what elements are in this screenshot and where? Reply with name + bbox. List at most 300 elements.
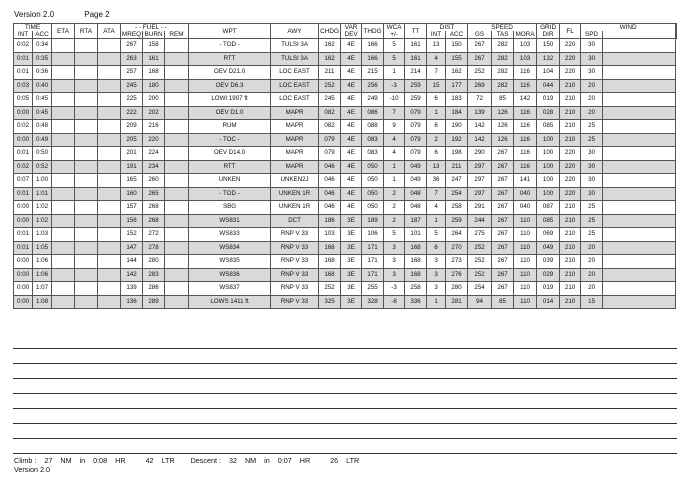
airway-cell: LOC EAST	[271, 66, 319, 80]
true-track-cell: 101	[405, 228, 427, 242]
grid-mora-cell: 103	[514, 39, 537, 53]
waypoint-cell: OEV D1.0	[189, 106, 271, 120]
course-heading-cell: 162	[319, 52, 341, 66]
true-track-cell: 079	[405, 106, 427, 120]
fuel-mreq-cell: 245	[121, 79, 143, 93]
table-row	[14, 120, 677, 134]
ground-speed-cell: 142	[468, 133, 492, 147]
wind-correction-cell: 3	[384, 255, 405, 269]
wind-dir-cell: 210	[560, 201, 581, 215]
wca-header: WCA	[384, 24, 405, 32]
ata-cell	[98, 93, 121, 107]
fuel-rem-cell	[165, 295, 189, 309]
fuel-rem-cell	[165, 79, 189, 93]
rta-cell	[75, 93, 98, 107]
eta-cell	[52, 39, 75, 53]
eta-cell	[52, 241, 75, 255]
grid-mora-cell: 110	[514, 241, 537, 255]
waypoint-cell: WS836	[189, 268, 271, 282]
table-row	[14, 147, 677, 161]
variation-cell: 4E	[341, 79, 362, 93]
flight-level-cell: 014	[537, 295, 560, 309]
fuel-mreq-cell: 144	[121, 255, 143, 269]
course-heading-cell: 325	[319, 295, 341, 309]
flight-level-cell: 019	[537, 282, 560, 296]
true-heading-cell: 106	[362, 228, 384, 242]
true-airspeed-cell: 267	[492, 255, 514, 269]
true-track-cell: 168	[405, 268, 427, 282]
fuel-rem-cell	[165, 174, 189, 188]
wind-spd-cell: 25	[581, 120, 603, 134]
grid-mora-cell: 110	[514, 214, 537, 228]
fuel-burn-cell: 286	[143, 282, 165, 296]
airway-cell: RNP V 33	[271, 255, 319, 269]
ground-speed-cell: 252	[468, 66, 492, 80]
fuel-burn-cell: 234	[143, 160, 165, 174]
table-row	[14, 241, 677, 255]
true-airspeed-cell: 267	[492, 214, 514, 228]
airway-cell: MAPR	[271, 160, 319, 174]
wind-spd-cell: 20	[581, 268, 603, 282]
ata-cell	[98, 201, 121, 215]
wind-dir-cell: 220	[560, 174, 581, 188]
fuel-burn-cell: 278	[143, 241, 165, 255]
rta-cell	[75, 255, 98, 269]
airway-cell: LOC EAST	[271, 79, 319, 93]
fuel-mreq-cell: 142	[121, 268, 143, 282]
fuel-rem-cell	[165, 282, 189, 296]
wind-correction-cell: 3	[384, 268, 405, 282]
time-acc-cell: 1:07	[33, 282, 52, 296]
ata-cell	[98, 39, 121, 53]
dist-int-cell: 4	[427, 201, 446, 215]
wind-correction-cell: 4	[384, 133, 405, 147]
wca-sign-header: +/-	[384, 31, 405, 39]
rta-cell	[75, 282, 98, 296]
variation-cell: 4E	[341, 147, 362, 161]
thdg-header: THDG	[362, 24, 384, 39]
course-heading-cell: 046	[319, 201, 341, 215]
wind-dir-cell: 210	[560, 106, 581, 120]
true-track-cell: 161	[405, 52, 427, 66]
flight-level-cell: 029	[537, 268, 560, 282]
true-airspeed-cell: 126	[492, 120, 514, 134]
navigation-log-table	[13, 23, 677, 309]
rta-cell	[75, 214, 98, 228]
airway-cell: MAPR	[271, 106, 319, 120]
eta-cell	[52, 93, 75, 107]
time-acc-cell: 1:01	[33, 187, 52, 201]
time-int-cell: 0:02	[14, 39, 33, 53]
rta-cell	[75, 160, 98, 174]
remarks-cell	[603, 295, 676, 309]
ground-speed-cell: 252	[468, 255, 492, 269]
wind-spd-cell: 30	[581, 174, 603, 188]
footer-version: Version 2.0	[14, 465, 50, 474]
rta-cell	[75, 228, 98, 242]
variation-cell: 3E	[341, 295, 362, 309]
remarks-cell	[603, 147, 676, 161]
fuel-burn-cell: 158	[143, 39, 165, 53]
flight-level-cell: 039	[537, 255, 560, 269]
time-acc-cell: 0:49	[33, 133, 52, 147]
wind-spd-cell: 20	[581, 255, 603, 269]
time-acc-cell: 0:40	[33, 79, 52, 93]
eta-cell	[52, 79, 75, 93]
dist-acc-cell: 276	[446, 268, 468, 282]
true-track-cell: 168	[405, 255, 427, 269]
rta-cell	[75, 295, 98, 309]
wind-correction-cell: 4	[384, 147, 405, 161]
airway-cell: UNKEN 1R	[271, 201, 319, 215]
time-int-cell: 0:01	[14, 187, 33, 201]
true-heading-cell: 050	[362, 187, 384, 201]
dist-int-cell: 6	[427, 241, 446, 255]
climb-fuel: 42	[145, 456, 154, 465]
grid-mora-cell: 116	[514, 120, 537, 134]
remarks-cell	[603, 39, 676, 53]
true-airspeed-cell: 267	[492, 160, 514, 174]
page-header	[14, 10, 138, 19]
rta-cell	[75, 241, 98, 255]
true-track-cell: 168	[405, 241, 427, 255]
course-heading-cell: 211	[319, 66, 341, 80]
wind-dir-cell: 210	[560, 282, 581, 296]
ata-cell	[98, 268, 121, 282]
waypoint-cell: - TOD -	[189, 187, 271, 201]
table-header	[14, 24, 677, 39]
wind-correction-cell: 1	[384, 66, 405, 80]
eta-cell	[52, 120, 75, 134]
wind-spd-cell: 25	[581, 201, 603, 215]
fuel-burn-cell: 280	[143, 255, 165, 269]
true-heading-cell: 171	[362, 255, 384, 269]
time-int-header: INT	[14, 31, 33, 39]
wind-dir-cell: 210	[560, 241, 581, 255]
ground-speed-cell: 254	[468, 282, 492, 296]
wind-dir-cell: 210	[560, 295, 581, 309]
remarks-cell	[603, 241, 676, 255]
time-acc-cell: 1:02	[33, 214, 52, 228]
note-line	[13, 424, 677, 439]
waypoint-cell: - TOC -	[189, 133, 271, 147]
waypoint-cell: LOWI 1907 ft	[189, 93, 271, 107]
fuel-burn-cell: 168	[143, 66, 165, 80]
airway-cell: RNP V 33	[271, 268, 319, 282]
fuel-rem-cell	[165, 147, 189, 161]
dist-int-cell: 5	[427, 228, 446, 242]
true-heading-cell: 328	[362, 295, 384, 309]
true-heading-cell: 255	[362, 282, 384, 296]
wind-dir-cell: 220	[560, 187, 581, 201]
ata-cell	[98, 120, 121, 134]
course-heading-cell: 162	[319, 39, 341, 53]
variation-cell: 4E	[341, 201, 362, 215]
fl-header: FL	[560, 24, 581, 39]
descent-time: 0:07	[277, 456, 292, 465]
table-row	[14, 295, 677, 309]
ata-cell	[98, 295, 121, 309]
climb-hr-unit: HR	[115, 456, 126, 465]
eta-cell	[52, 187, 75, 201]
dist-int-cell: 6	[427, 147, 446, 161]
wind-spd-cell: 25	[581, 214, 603, 228]
time-int-cell: 0:02	[14, 160, 33, 174]
time-acc-header: ACC	[33, 31, 52, 39]
true-airspeed-cell: 282	[492, 79, 514, 93]
fuel-rem-cell	[165, 66, 189, 80]
table-row	[14, 106, 677, 120]
rta-cell	[75, 79, 98, 93]
eta-cell	[52, 295, 75, 309]
course-heading-cell: 082	[319, 120, 341, 134]
wind-group-header: WIND	[581, 24, 676, 32]
dist-acc-cell: 247	[446, 174, 468, 188]
course-heading-cell: 046	[319, 160, 341, 174]
variation-cell: 4E	[341, 160, 362, 174]
true-track-cell: 214	[405, 66, 427, 80]
mreq-header: MREQ	[121, 31, 142, 38]
dist-int-cell: 1	[427, 214, 446, 228]
wind-spd-cell: 20	[581, 106, 603, 120]
flight-level-cell: 085	[537, 214, 560, 228]
remarks-cell	[603, 133, 676, 147]
time-acc-cell: 1:08	[33, 295, 52, 309]
remarks-cell	[603, 66, 676, 80]
fuel-rem-cell	[165, 160, 189, 174]
note-line	[13, 439, 677, 454]
table-body	[14, 39, 677, 309]
page-number: Page 2	[84, 10, 110, 19]
time-int-cell: 0:03	[14, 79, 33, 93]
remarks-cell	[603, 93, 676, 107]
wind-spd-cell: 30	[581, 66, 603, 80]
climb-label: Climb :	[14, 456, 37, 465]
ground-speed-cell: 142	[468, 120, 492, 134]
true-heading-cell: 050	[362, 174, 384, 188]
eta-cell	[52, 147, 75, 161]
true-track-cell: 049	[405, 174, 427, 188]
eta-cell	[52, 66, 75, 80]
remarks-cell	[603, 214, 676, 228]
dist-int-cell: 36	[427, 174, 446, 188]
waypoint-cell: SBG	[189, 201, 271, 215]
grid-mora-cell: 116	[514, 79, 537, 93]
fuel-burn-cell: 268	[143, 214, 165, 228]
dist-int-cell: 4	[427, 52, 446, 66]
waypoint-cell: LOWS 1411 ft	[189, 295, 271, 309]
descent-in-label: in	[264, 456, 270, 465]
ground-speed-cell: 297	[468, 174, 492, 188]
eta-cell	[52, 228, 75, 242]
note-line	[13, 334, 677, 349]
wind-dir-cell: 220	[560, 39, 581, 53]
variation-cell: 3E	[341, 214, 362, 228]
flight-level-cell: 150	[537, 39, 560, 53]
dist-int-cell: 3	[427, 268, 446, 282]
true-airspeed-cell: 267	[492, 241, 514, 255]
wind-correction-cell: 1	[384, 174, 405, 188]
table-row	[14, 214, 677, 228]
true-airspeed-cell: 267	[492, 228, 514, 242]
true-airspeed-cell: 126	[492, 106, 514, 120]
note-line	[13, 379, 677, 394]
fuel-mreq-cell: 147	[121, 241, 143, 255]
flight-level-cell: 104	[537, 66, 560, 80]
ground-speed-cell: 267	[468, 39, 492, 53]
wind-correction-cell: 5	[384, 39, 405, 53]
remarks-cell	[603, 201, 676, 215]
waypoint-cell: OEV D21.0	[189, 66, 271, 80]
airway-cell: RNP V 33	[271, 282, 319, 296]
remarks-cell	[603, 160, 676, 174]
wind-correction-cell: 5	[384, 228, 405, 242]
true-track-cell: 079	[405, 120, 427, 134]
wind-correction-cell: 9	[384, 120, 405, 134]
dist-acc-cell: 211	[446, 160, 468, 174]
wind-spd-cell: 20	[581, 93, 603, 107]
flight-level-cell: 100	[537, 160, 560, 174]
grid-mora-cell: 110	[514, 282, 537, 296]
dist-acc-cell: 270	[446, 241, 468, 255]
flight-level-cell: 100	[537, 174, 560, 188]
variation-cell: 4E	[341, 120, 362, 134]
time-int-cell: 0:00	[14, 201, 33, 215]
true-heading-cell: 086	[362, 106, 384, 120]
fuel-mreq-cell: 209	[121, 120, 143, 134]
fuel-burn-cell: 224	[143, 147, 165, 161]
ground-speed-cell: 94	[468, 295, 492, 309]
rta-cell	[75, 174, 98, 188]
fuel-rem-cell	[165, 228, 189, 242]
ground-speed-cell: 275	[468, 228, 492, 242]
table-row	[14, 66, 677, 80]
flight-level-cell: 085	[537, 120, 560, 134]
waypoint-cell: OEV D14.0	[189, 147, 271, 161]
table-row	[14, 174, 677, 188]
ata-cell	[98, 228, 121, 242]
speed-group-header: SPEED	[468, 24, 537, 32]
fuel-mreq-cell: 191	[121, 160, 143, 174]
dist-int-cell: 6	[427, 93, 446, 107]
dist-int-cell: 13	[427, 39, 446, 53]
waypoint-cell: WS837	[189, 282, 271, 296]
ata-cell	[98, 282, 121, 296]
wind-correction-cell: -10	[384, 93, 405, 107]
burn-header: BURN	[144, 31, 163, 38]
waypoint-cell: RTT	[189, 52, 271, 66]
dist-int-cell: 3	[427, 282, 446, 296]
airway-cell: TULSI 3A	[271, 39, 319, 53]
dist-acc-cell: 155	[446, 52, 468, 66]
rta-cell	[75, 201, 98, 215]
waypoint-cell: WS833	[189, 228, 271, 242]
true-heading-cell: 215	[362, 66, 384, 80]
time-acc-cell: 1:03	[33, 228, 52, 242]
grid-mora-cell: 116	[514, 133, 537, 147]
table-row	[14, 282, 677, 296]
waypoint-cell: WS831	[189, 214, 271, 228]
eta-cell	[52, 106, 75, 120]
rta-cell	[75, 39, 98, 53]
fuel-mreq-cell: 136	[121, 295, 143, 309]
true-track-cell: 079	[405, 147, 427, 161]
table-row	[14, 39, 677, 53]
grid-mora-cell: 110	[514, 255, 537, 269]
dist-acc-cell: 281	[446, 295, 468, 309]
grid-mora-cell: 142	[514, 93, 537, 107]
fuel-burn-cell: 268	[143, 201, 165, 215]
remarks-cell	[603, 187, 676, 201]
tas-header: TAS	[492, 31, 514, 39]
fuel-mreq-cell: 152	[121, 228, 143, 242]
time-group-header: TIME	[14, 24, 52, 32]
mora-header: MORA	[515, 31, 535, 38]
true-airspeed-cell: 126	[492, 133, 514, 147]
true-airspeed-cell: 282	[492, 39, 514, 53]
flight-level-cell: 069	[537, 228, 560, 242]
ground-speed-cell: 269	[468, 79, 492, 93]
fuel-mreq-cell: 157	[121, 201, 143, 215]
rta-cell	[75, 52, 98, 66]
awy-header: AWY	[271, 24, 319, 39]
true-airspeed-cell: 267	[492, 147, 514, 161]
grid-mora-cell: 116	[514, 66, 537, 80]
dist-acc-cell: 273	[446, 255, 468, 269]
ground-speed-cell: 290	[468, 147, 492, 161]
dist-int-header: INT	[427, 31, 446, 39]
course-heading-cell: 245	[319, 93, 341, 107]
true-heading-cell: 050	[362, 201, 384, 215]
rem-header: REM	[165, 31, 189, 39]
ata-cell	[98, 187, 121, 201]
climb-in-label: in	[79, 456, 86, 465]
wind-spd-cell: 25	[581, 133, 603, 147]
waypoint-cell: OEV D6.3	[189, 79, 271, 93]
fuel-mreq-cell: 263	[121, 52, 143, 66]
true-heading-cell: 189	[362, 214, 384, 228]
time-acc-cell: 1:06	[33, 268, 52, 282]
wind-spd-cell: 25	[581, 228, 603, 242]
remarks-header	[676, 24, 677, 39]
airway-cell: UNKEN2J	[271, 174, 319, 188]
dist-group-header: DIST	[427, 24, 468, 32]
true-airspeed-cell: 282	[492, 66, 514, 80]
wpt-header: WPT	[189, 24, 271, 39]
footer	[14, 456, 365, 474]
wind-correction-cell: -8	[384, 295, 405, 309]
ata-cell	[98, 147, 121, 161]
fuel-burn-cell: 200	[143, 93, 165, 107]
time-int-cell: 0:00	[14, 282, 33, 296]
eta-cell	[52, 174, 75, 188]
notes-area	[13, 334, 677, 454]
time-acc-cell: 0:45	[33, 106, 52, 120]
fuel-burn-cell: 265	[143, 187, 165, 201]
course-heading-cell: 168	[319, 241, 341, 255]
wind-correction-cell: 2	[384, 187, 405, 201]
ata-cell	[98, 174, 121, 188]
true-track-cell: 336	[405, 295, 427, 309]
course-heading-cell: 252	[319, 79, 341, 93]
fuel-mreq-cell: 160	[121, 187, 143, 201]
dist-acc-cell: 183	[446, 93, 468, 107]
table-row	[14, 187, 677, 201]
true-airspeed-cell: 267	[492, 187, 514, 201]
airway-cell: RNP V 33	[271, 295, 319, 309]
ata-cell	[98, 214, 121, 228]
time-acc-cell: 1:06	[33, 255, 52, 269]
